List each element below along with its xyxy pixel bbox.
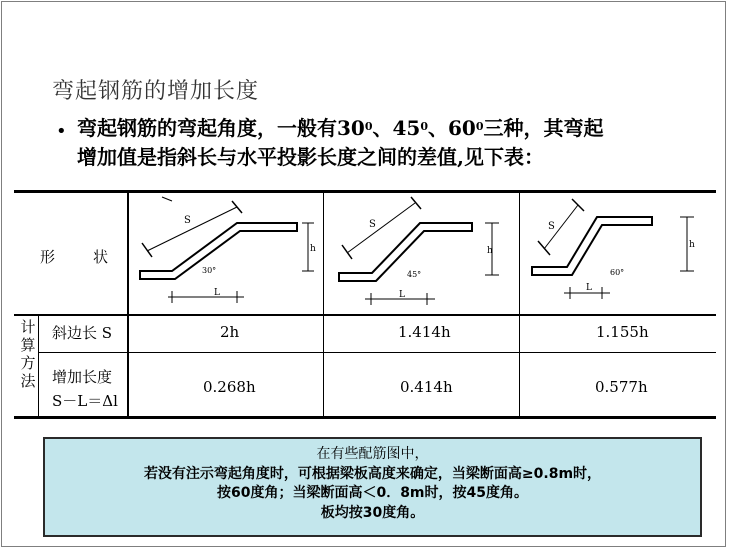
dim-l-label: L (214, 288, 220, 298)
dl-value-45: 0.414h (400, 378, 453, 396)
calc-method-label (18, 318, 38, 390)
table-inner-divider (38, 316, 39, 419)
bullet-line2: 增加值是指斜长与水平投影长度之间的差值,见下表： (77, 145, 544, 169)
dim-s-label: S (184, 215, 191, 226)
note-line-1: 在有些配筋图中， (316, 446, 429, 462)
bent-bar-diagram-30 (132, 193, 322, 313)
dim-s-label: S (548, 221, 555, 232)
row-label-slant-length: 斜边长 S (52, 324, 113, 342)
dim-l-label: L (399, 290, 405, 300)
table-col-divider-3 (519, 190, 520, 419)
note-line-3: 按60度角；当梁断面高＜0．8m时，按45度角。 (216, 485, 529, 501)
dl-value-60: 0.577h (595, 378, 648, 396)
dim-h-label: h (689, 240, 695, 250)
degree-sup-3: 0 (475, 120, 484, 133)
dim-h-label: h (310, 244, 316, 254)
dim-h-label: h (487, 246, 493, 256)
bullet-sep-2: 、60 (428, 116, 476, 140)
angle-30-label: 30° (202, 266, 217, 275)
table-row-divider-2 (38, 352, 716, 353)
s-value-30: 2h (220, 323, 240, 341)
shape-label-2: 状 (93, 248, 109, 266)
dim-s-label: S (369, 219, 376, 230)
table-row-divider-1 (14, 314, 716, 316)
degree-sup-1: 0 (364, 120, 373, 133)
row-label-increase-2: S－L＝Δl (52, 392, 118, 410)
table-col-divider-1 (127, 190, 129, 419)
bent-bar-diagram-60 (522, 193, 712, 313)
s-value-60: 1.155h (596, 323, 649, 341)
bullet-sep-1: 、45 (372, 116, 421, 140)
note-line-4: 板均按30度角。 (320, 504, 425, 521)
angle-60-label: 60° (610, 268, 625, 277)
degree-sup-2: 0 (420, 120, 428, 133)
s-value-45: 1.414h (398, 323, 451, 341)
dl-value-30: 0.268h (203, 378, 256, 396)
bullet-paragraph (77, 114, 717, 172)
slide-title: 弯起钢筋的增加长度 (52, 79, 260, 104)
note-box (43, 437, 702, 537)
bent-bar-diagram-45 (327, 193, 517, 313)
angle-45-label: 45° (407, 270, 422, 279)
table-bottom-border (14, 416, 716, 419)
bullet-line1-prefix: 弯起钢筋的弯起角度，一般有30 (77, 116, 365, 140)
note-line-2: 若没有注示弯起角度时，可根据梁板高度来确定，当梁断面高≥0.8m时， (143, 465, 602, 482)
shape-label-1: 形 (40, 248, 56, 266)
dim-l-label: L (586, 283, 592, 293)
row-label-increase-1: 增加长度 (52, 368, 113, 386)
bullet-dot: • (56, 121, 67, 142)
table-col-divider-2 (323, 190, 324, 419)
calc-method-text: 计算方法 (20, 318, 36, 390)
bullet-line1-suffix: 三种，其弯起 (483, 116, 604, 140)
